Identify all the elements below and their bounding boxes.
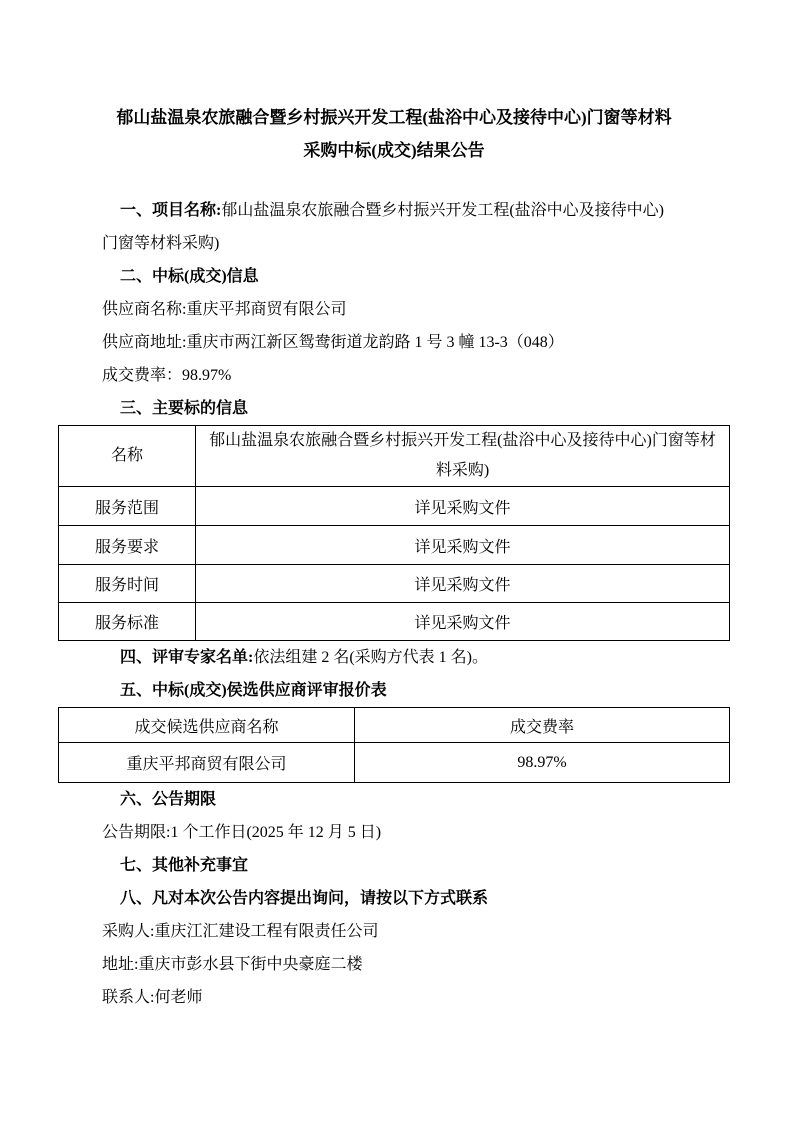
cell-candidate-name: 重庆平邦商贸有限公司 [59, 743, 355, 783]
section-heading-experts-label: 四、评审专家名单: [120, 649, 254, 666]
document-title [58, 101, 730, 167]
cell-value-service-time: 详见采购文件 [196, 565, 730, 603]
cell-candidate-rate: 98.97% [355, 743, 730, 783]
table-row-service-standard [59, 603, 730, 641]
cell-label-service-time: 服务时间 [59, 565, 196, 603]
experts-text: 依法组建 2 名(采购方代表 1 名)。 [253, 649, 489, 666]
project-name-text: 郁山盐温泉农旅融合暨乡村振兴开发工程(盐浴中心及接待中心) [221, 202, 665, 219]
cell-value-service-scope: 详见采购文件 [196, 487, 730, 526]
header-cell-deal-rate: 成交费率 [355, 708, 730, 743]
supplier-address-line: 供应商地址:重庆市两江新区鸳鸯街道龙韵路 1 号 3 幢 13-3（048） [102, 334, 564, 351]
table-row-service-time [59, 565, 730, 603]
main-bid-table [58, 425, 730, 641]
project-name-continuation: 门窗等材料采购) [102, 235, 220, 252]
supplier-name-line: 供应商名称:重庆平邦商贸有限公司 [102, 301, 347, 318]
cell-value-service-standard: 详见采购文件 [196, 603, 730, 641]
section-heading-award-info: 二、中标(成交)信息 [120, 268, 259, 285]
section-heading-contact-methods: 八、凡对本次公告内容提出询问，请按以下方式联系 [120, 890, 489, 907]
section-heading-main-subject: 三、主要标的信息 [120, 400, 249, 417]
header-cell-supplier-name: 成交候选供应商名称 [59, 708, 355, 743]
section-heading-notice-period: 六、公告期限 [120, 791, 217, 808]
cell-label-service-requirement: 服务要求 [59, 526, 196, 565]
address-line: 地址:重庆市彭水县下街中央豪庭二楼 [102, 956, 363, 973]
table-row-service-scope [59, 487, 730, 526]
document-title-line2: 采购中标(成交)结果公告 [303, 141, 485, 160]
deal-rate-line: 成交费率：98.97% [102, 367, 232, 384]
section-heading-project-name [102, 194, 730, 227]
document-title-line1: 郁山盐温泉农旅融合暨乡村振兴开发工程(盐浴中心及接待中心)门窗等材料 [116, 108, 672, 127]
candidates-table [58, 707, 730, 783]
cell-value-service-requirement: 详见采购文件 [196, 526, 730, 565]
cell-label-service-standard: 服务标准 [59, 603, 196, 641]
section-heading-experts [102, 641, 730, 674]
candidates-data-row [59, 743, 730, 783]
table-row-name [59, 426, 730, 487]
cell-value-name-line1: 郁山盐温泉农旅融合暨乡村振兴开发工程(盐浴中心及接待中心)门窗等材 [209, 432, 716, 449]
cell-value-name-line2: 料采购) [435, 462, 490, 479]
section-heading-other-matters: 七、其他补充事宜 [120, 857, 249, 874]
table-row-service-requirement [59, 526, 730, 565]
cell-value-name [196, 426, 730, 487]
cell-label-service-scope: 服务范围 [59, 487, 196, 526]
contact-line: 联系人:何老师 [102, 989, 203, 1006]
section-heading-project-name-label: 一、项目名称: [120, 202, 222, 219]
section-heading-candidates: 五、中标(成交)侯选供应商评审报价表 [120, 682, 387, 699]
candidates-header-row [59, 708, 730, 743]
notice-period-line: 公告期限:1 个工作日(2025 年 12 月 5 日) [102, 824, 382, 841]
purchaser-line: 采购人:重庆江汇建设工程有限责任公司 [102, 923, 379, 940]
cell-label-name: 名称 [59, 426, 196, 487]
